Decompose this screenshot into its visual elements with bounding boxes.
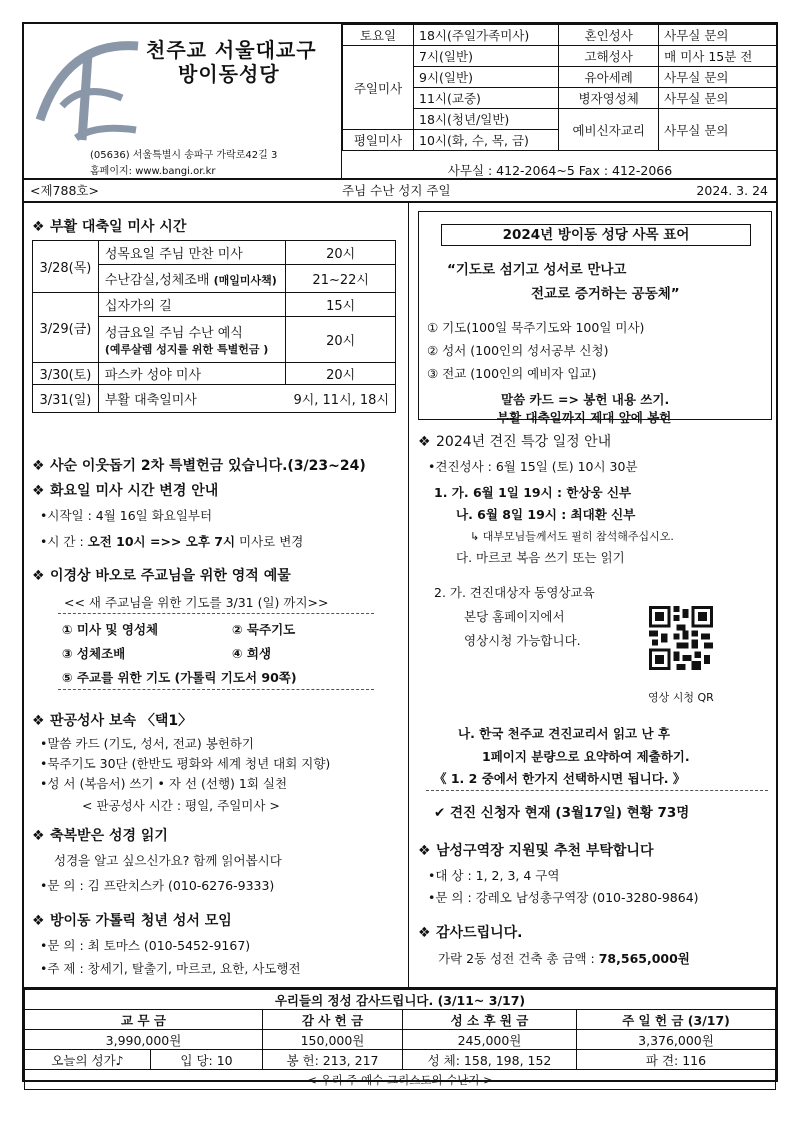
motto-card: 부활 대축일까지 제대 앞에 봉헌 bbox=[497, 410, 672, 425]
bulletin-page bbox=[22, 22, 778, 1087]
bulletin-header bbox=[22, 22, 778, 180]
youth-bible-title: ❖ 방이동 가톨릭 청년 성서 모임 bbox=[32, 913, 232, 929]
pastoral-motto-box bbox=[418, 211, 772, 425]
svc-name: 고해성사 bbox=[559, 46, 659, 67]
dashed-divider bbox=[58, 689, 374, 690]
penance-item: •말씀 카드 (기도, 성서, 전교) 봉헌하기 bbox=[40, 736, 254, 751]
thanks-title: ❖ 감사드립니다. bbox=[418, 925, 523, 941]
svc-name: 혼인성사 bbox=[559, 25, 659, 46]
penance-schedule: < 판공성사 시간 : 평일, 주일미사 > bbox=[82, 798, 280, 813]
diamond-bullet-icon: ❖ bbox=[32, 713, 45, 729]
confirmation-choose: 《 1. 2 중에서 한가지 선택하시면 됩니다. 》 bbox=[434, 771, 686, 786]
confirmation-reading: 나. 한국 천주교 견진교리서 읽고 난 후 bbox=[458, 726, 670, 741]
easter-time: 15시 bbox=[286, 293, 396, 317]
confirmation-reading: 1페이지 분량으로 요약하여 제출하기. bbox=[482, 749, 690, 764]
parish-name: 방이동성당 bbox=[178, 62, 280, 86]
liturgical-day: 주님 수난 성지 주일 bbox=[342, 183, 451, 198]
easter-date: 3/28(목) bbox=[33, 241, 99, 293]
tuesday-start: •시작일 : 4월 16일 화요일부터 bbox=[40, 508, 213, 523]
dashed-divider bbox=[426, 790, 768, 791]
offering-value: 3,376,000원 bbox=[577, 1030, 776, 1050]
leader-recruit-title: ❖ 남성구역장 지원및 추천 부탁합니다 bbox=[418, 843, 654, 859]
easter-time: 21~22시 bbox=[286, 265, 396, 293]
confirmation-count: ✔ 견진 신청자 현재 (3월17일) 현황 73명 bbox=[434, 805, 690, 821]
easter-date: 3/31(일) bbox=[33, 385, 99, 413]
confirmation-lecture: 나. 6월 8일 19시 : 최대환 신부 bbox=[456, 507, 636, 522]
confirmation-video: 2. 가. 견진대상자 동영상교육 bbox=[434, 585, 595, 600]
diamond-bullet-icon: ❖ bbox=[32, 913, 45, 929]
column-divider bbox=[408, 203, 409, 987]
easter-service: 파스카 성야 미사 bbox=[98, 363, 286, 385]
hymn-offertory: 봉 헌: 213, 217 bbox=[263, 1050, 403, 1070]
easter-time: 9시, 11시, 18시 bbox=[286, 385, 396, 413]
bible-reading-text: 성경을 알고 싶으신가요? 함께 읽어봅시다 bbox=[54, 853, 282, 868]
passion-footer: < 우리 주 예수 그리스도의 수난기 > bbox=[25, 1070, 776, 1090]
parish-logo-block bbox=[24, 24, 342, 180]
weekday-time: 10시(화, 수, 목, 금) bbox=[414, 130, 559, 151]
offering-title: 우리들의 정성 감사드립니다. (3/11~ 3/17) bbox=[25, 990, 776, 1010]
video-qr-code-icon[interactable] bbox=[649, 606, 713, 670]
diamond-bullet-icon: ❖ bbox=[32, 828, 45, 844]
sun-time: 11시(교중) bbox=[414, 88, 559, 109]
bouquet-item: ② 묵주기도 bbox=[232, 622, 296, 637]
bible-reading-contact: •문 의 : 김 프란치스카 (010-6276-9333) bbox=[40, 878, 275, 893]
qr-caption: 영상 시청 QR bbox=[648, 691, 714, 704]
hymn-label: 오늘의 성가♪ bbox=[25, 1050, 151, 1070]
issue-date: 2024. 3. 24 bbox=[696, 183, 768, 198]
confirmation-lecture: 1. 가. 6월 1일 19시 : 한상웅 신부 bbox=[434, 485, 632, 500]
weekday-label: 평일미사 bbox=[343, 130, 414, 151]
diamond-bullet-icon: ❖ bbox=[418, 843, 431, 859]
easter-service: 부활 대축일미사 bbox=[98, 385, 286, 413]
issue-number: <제788호> bbox=[30, 183, 99, 198]
motto-quote: “기도로 섬기고 성서로 만나고 bbox=[447, 262, 627, 278]
dashed-divider bbox=[58, 613, 374, 614]
easter-service: 성금요일 주님 수난 예식 (예루살렘 성지를 위한 특별헌금 ) bbox=[98, 317, 286, 363]
svc-info: 사무실 문의 bbox=[659, 25, 778, 46]
offering-table bbox=[24, 989, 776, 1090]
hymn-communion: 성 체: 158, 198, 152 bbox=[403, 1050, 577, 1070]
confirmation-lecture: 다. 마르코 복음 쓰기 또는 읽기 bbox=[456, 550, 625, 565]
motto-title: 2024년 방이동 성당 사목 표어 bbox=[441, 224, 751, 246]
bouquet-title: ❖ 이경상 바오로 주교님을 위한 영적 예물 bbox=[32, 568, 291, 584]
parish-homepage: 홈페이지: www.bangi.or.kr bbox=[90, 166, 216, 177]
offering-header: 성 소 후 원 금 bbox=[403, 1010, 577, 1030]
confirmation-video: 영상시청 가능합니다. bbox=[464, 633, 581, 648]
parish-logo-icon bbox=[26, 28, 144, 146]
sat-label: 토요일 bbox=[343, 25, 414, 46]
offering-value: 150,000원 bbox=[263, 1030, 403, 1050]
mass-schedule-table bbox=[342, 24, 778, 151]
motto-item: ② 성서 (100인의 성서공부 신청) bbox=[427, 343, 609, 358]
svc-info: 사무실 문의 bbox=[659, 88, 778, 109]
diamond-bullet-icon: ❖ bbox=[32, 219, 45, 235]
leader-target: •대 상 : 1, 2, 3, 4 구역 bbox=[428, 868, 560, 883]
confirmation-note: ↳ 대부모님들께서도 필히 참석해주십시오. bbox=[470, 530, 674, 543]
confirmation-video: 본당 홈페이지에서 bbox=[464, 609, 565, 624]
confirmation-title: ❖ 2024년 견진 특강 일정 안내 bbox=[418, 434, 612, 450]
bouquet-item: ① 미사 및 영성체 bbox=[62, 622, 159, 637]
youth-topic: •주 제 : 창세기, 탈출기, 마르코, 요한, 사도행전 bbox=[40, 961, 301, 976]
penance-item: •묵주기도 30단 (한반도 평화와 세계 청년 대회 지향) bbox=[40, 756, 331, 771]
bouquet-item: ⑤ 주교를 위한 기도 (가톨릭 기도서 90쪽) bbox=[62, 670, 297, 685]
easter-service: 성목요일 주님 만찬 미사 bbox=[98, 241, 286, 265]
offering-value: 245,000원 bbox=[403, 1030, 577, 1050]
bulletin-body bbox=[22, 203, 778, 989]
easter-section-title: ❖ 부활 대축일 미사 시간 bbox=[32, 219, 187, 235]
diamond-bullet-icon: ❖ bbox=[32, 568, 45, 584]
svc-name: 유아세례 bbox=[559, 67, 659, 88]
bouquet-item: ③ 성체조배 bbox=[62, 646, 126, 661]
office-phone: 사무실 : 412-2064~5 Fax : 412-2066 bbox=[447, 163, 673, 178]
penance-item: •성 서 (복음서) 쓰기 • 자 선 (선행) 1회 실천 bbox=[40, 776, 288, 791]
easter-service: 수난감실,성체조배 (매일미사책) bbox=[98, 265, 286, 293]
confirmation-date: •견진성사 : 6월 15일 (토) 10시 30분 bbox=[428, 459, 638, 474]
sun-time: 7시(일반) bbox=[414, 46, 559, 67]
svc-name: 병자영성체 bbox=[559, 88, 659, 109]
svc-info: 사무실 문의 bbox=[659, 109, 778, 151]
motto-card: 말씀 카드 => 봉헌 내용 쓰기. bbox=[501, 392, 670, 407]
easter-date: 3/30(토) bbox=[33, 363, 99, 385]
diocese-title: 천주교 서울대교구 bbox=[146, 38, 317, 62]
sun-time: 18시(청년/일반) bbox=[414, 109, 559, 130]
leader-contact: •문 의 : 강레오 남성총구역장 (010-3280-9864) bbox=[428, 890, 699, 905]
easter-time: 20시 bbox=[286, 317, 396, 363]
diamond-bullet-icon: ❖ bbox=[32, 483, 45, 499]
offering-summary bbox=[22, 989, 778, 1087]
bouquet-item: ④ 희생 bbox=[232, 646, 272, 661]
motto-quote: 전교로 증거하는 공동체” bbox=[531, 286, 680, 302]
bible-reading-title: ❖ 축복받은 성경 읽기 bbox=[32, 828, 168, 844]
hymn-entrance: 입 당: 10 bbox=[151, 1050, 263, 1070]
sun-time: 9시(일반) bbox=[414, 67, 559, 88]
motto-item: ③ 전교 (100인의 예비자 입교) bbox=[427, 366, 597, 381]
fund-notice-title: ❖ 사순 이웃돕기 2차 특별헌금 있습니다.(3/23~24) bbox=[32, 458, 366, 474]
offering-header: 교 무 금 bbox=[25, 1010, 263, 1030]
tuesday-time: •시 간 : 오전 10시 =>> 오후 7시 미사로 변경 bbox=[40, 534, 304, 549]
easter-time: 20시 bbox=[286, 363, 396, 385]
offering-header: 감 사 헌 금 bbox=[263, 1010, 403, 1030]
bouquet-subtitle: << 새 주교님을 위한 기도를 3/31 (일) 까지>> bbox=[64, 595, 329, 610]
offering-value: 3,990,000원 bbox=[25, 1030, 263, 1050]
sat-time: 18시(주일가족미사) bbox=[414, 25, 559, 46]
easter-date: 3/29(금) bbox=[33, 293, 99, 363]
motto-item: ① 기도(100일 묵주기도와 100일 미사) bbox=[427, 320, 645, 335]
sun-label: 주일미사 bbox=[343, 46, 414, 130]
parish-address: (05636) 서울특별시 송파구 가락로42길 3 bbox=[90, 150, 278, 161]
easter-time: 20시 bbox=[286, 241, 396, 265]
diamond-bullet-icon: ❖ bbox=[32, 458, 45, 474]
easter-mass-table bbox=[32, 240, 396, 413]
diamond-bullet-icon: ❖ bbox=[418, 925, 431, 941]
svc-info: 사무실 문의 bbox=[659, 67, 778, 88]
issue-bar bbox=[22, 180, 778, 203]
building-fund: 가락 2동 성전 건축 총 금액 : 78,565,000원 bbox=[438, 951, 690, 966]
offering-header: 주 일 헌 금 (3/17) bbox=[577, 1010, 776, 1030]
easter-service: 십자가의 길 bbox=[98, 293, 286, 317]
svc-name: 예비신자교리 bbox=[559, 109, 659, 151]
hymn-dismissal: 파 견: 116 bbox=[577, 1050, 776, 1070]
tuesday-notice-title: ❖ 화요일 미사 시간 변경 안내 bbox=[32, 483, 219, 499]
diamond-bullet-icon: ❖ bbox=[418, 434, 431, 450]
penance-title: ❖ 판공성사 보속 〈택1〉 bbox=[32, 713, 193, 729]
youth-contact: •문 의 : 최 토마스 (010-5452-9167) bbox=[40, 938, 251, 953]
svc-info: 매 미사 15분 전 bbox=[659, 46, 778, 67]
